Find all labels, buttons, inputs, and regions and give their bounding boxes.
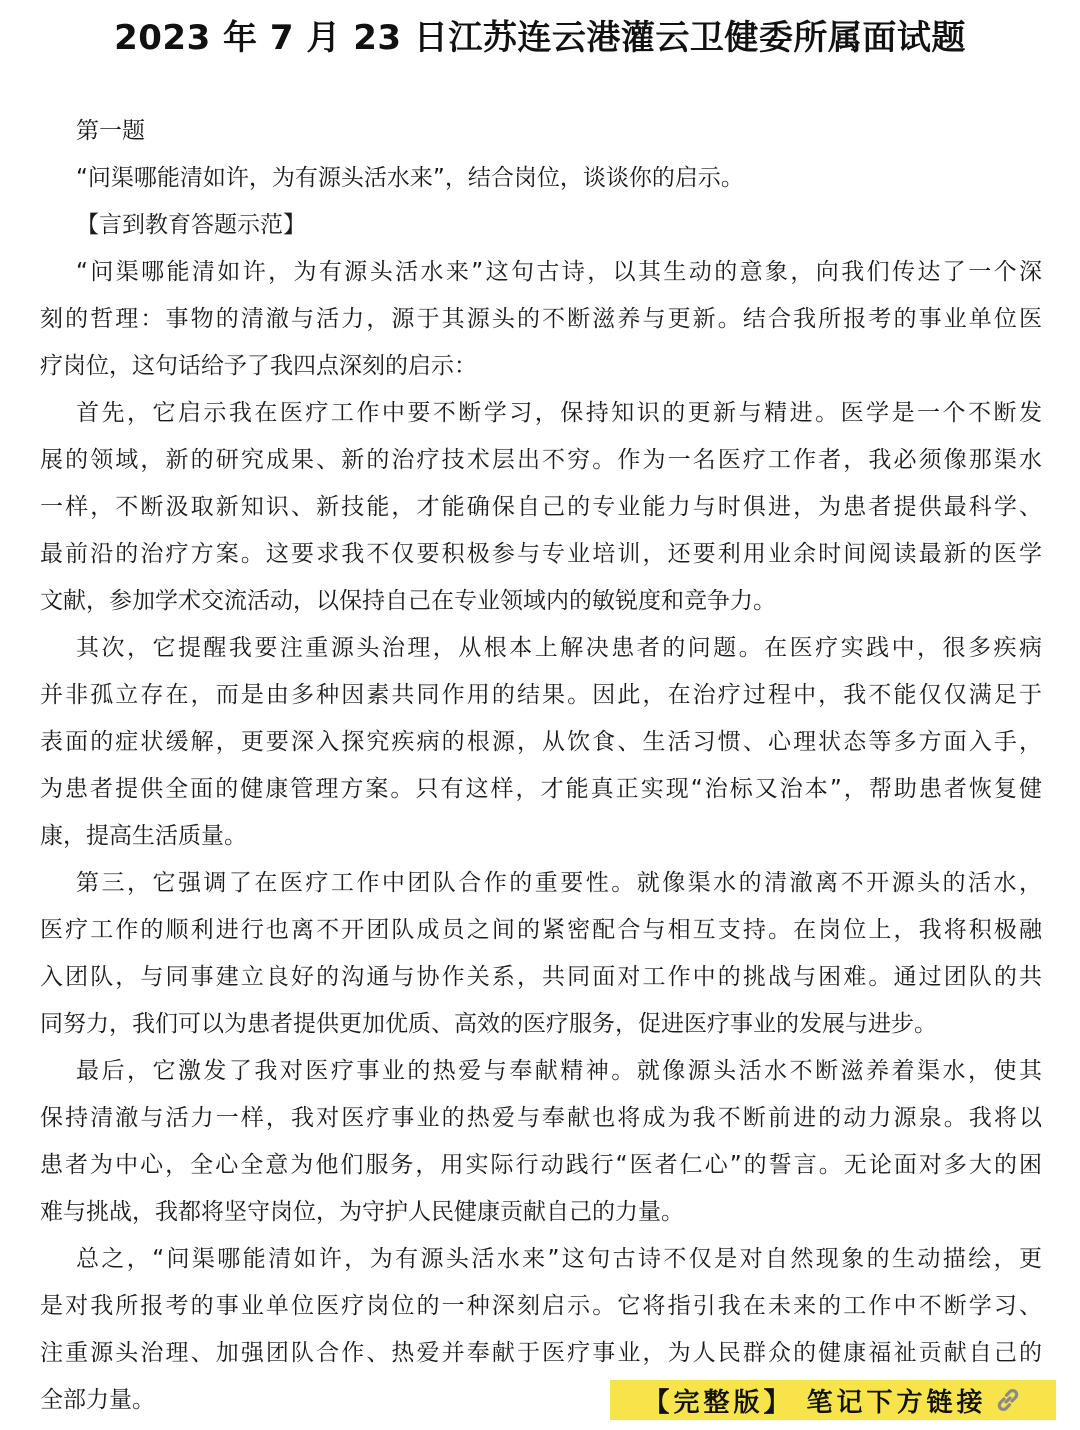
answer-line: 展的领域，新的研究成果、新的治疗技术层出不穷。作为一名医疗工作者，我必须像那渠水 xyxy=(40,447,1042,473)
answer-line: 入团队，与同事建立良好的沟通与协作关系，共同面对工作中的挑战与困难。通过团队的共 xyxy=(40,964,1042,990)
answer-line: “问渠哪能清如许，为有源头活水来”这句古诗，以其生动的意象，向我们传达了一个深 xyxy=(76,259,1042,285)
answer-label: 【言到教育答题示范】 xyxy=(76,212,306,238)
answer-line: 其次，它提醒我要注重源头治理，从根本上解决患者的问题。在医疗实践中，很多疾病 xyxy=(76,635,1042,661)
banner-text: 【完整版】 笔记下方链接 xyxy=(643,1387,987,1418)
answer-line: 最后，它激发了我对医疗事业的热爱与奉献精神。就像源头活水不断滋养着渠水，使其 xyxy=(76,1058,1042,1084)
full-version-link-banner[interactable] xyxy=(610,1380,1056,1420)
answer-line: 并非孤立存在，而是由多种因素共同作用的结果。因此，在治疗过程中，我不能仅仅满足于 xyxy=(40,682,1042,708)
answer-line: 同努力，我们可以为患者提供更加优质、高效的医疗服务，促进医疗事业的发展与进步。 xyxy=(40,1011,937,1037)
answer-line: 总之，“问渠哪能清如许，为有源头活水来”这句古诗不仅是对自然现象的生动描绘，更 xyxy=(76,1246,1042,1272)
answer-line: 为患者提供全面的健康管理方案。只有这样，才能真正实现“治标又治本”，帮助患者恢复健 xyxy=(40,776,1042,802)
page-title: 2023 年 7 月 23 日江苏连云港灌云卫健委所属面试题 xyxy=(114,18,966,58)
answer-line: 保持清澈与活力一样，我对医疗事业的热爱与奉献也将成为我不断前进的动力源泉。我将以 xyxy=(40,1105,1042,1131)
link-icon xyxy=(993,1385,1023,1415)
answer-line: 是对我所报考的事业单位医疗岗位的一种深刻启示。它将指引我在未来的工作中不断学习、 xyxy=(40,1293,1042,1319)
question-heading: 第一题 xyxy=(76,118,145,144)
answer-line: 最前沿的治疗方案。这要求我不仅要积极参与专业培训，还要利用业余时间阅读最新的医学 xyxy=(40,541,1042,567)
answer-line: 刻的哲理：事物的清澈与活力，源于其源头的不断滋养与更新。结合我所报考的事业单位医 xyxy=(40,306,1042,332)
answer-line: 医疗工作的顺利进行也离不开团队成员之间的紧密配合与相互支持。在岗位上，我将积极融 xyxy=(40,917,1042,943)
question-prompt: “问渠哪能清如许，为有源头活水来”，结合岗位，谈谈你的启示。 xyxy=(76,165,744,191)
answer-line: 患者为中心，全心全意为他们服务，用实际行动践行“医者仁心”的誓言。无论面对多大的困 xyxy=(40,1152,1042,1178)
answer-line: 第三，它强调了在医疗工作中团队合作的重要性。就像渠水的清澈离不开源头的活水， xyxy=(76,870,1042,896)
answer-line: 首先，它启示我在医疗工作中要不断学习，保持知识的更新与精进。医学是一个不断发 xyxy=(76,400,1042,426)
answer-line: 文献，参加学术交流活动，以保持自己在专业领域内的敏锐度和竞争力。 xyxy=(40,588,776,614)
answer-line: 注重源头治理、加强团队合作、热爱并奉献于医疗事业，为人民群众的健康福祉贡献自己的 xyxy=(40,1340,1042,1366)
answer-line: 疗岗位，这句话给予了我四点深刻的启示： xyxy=(40,353,477,379)
answer-line: 全部力量。 xyxy=(40,1387,155,1413)
answer-line: 难与挑战，我都将坚守岗位，为守护人民健康贡献自己的力量。 xyxy=(40,1199,684,1225)
answer-line: 表面的症状缓解，更要深入探究疾病的根源，从饮食、生活习惯、心理状态等多方面入手， xyxy=(40,729,1042,755)
answer-line: 康，提高生活质量。 xyxy=(40,823,247,849)
document-body xyxy=(40,108,1042,1424)
answer-line: 一样，不断汲取新知识、新技能，才能确保自己的专业能力与时俱进，为患者提供最科学、 xyxy=(40,494,1042,520)
